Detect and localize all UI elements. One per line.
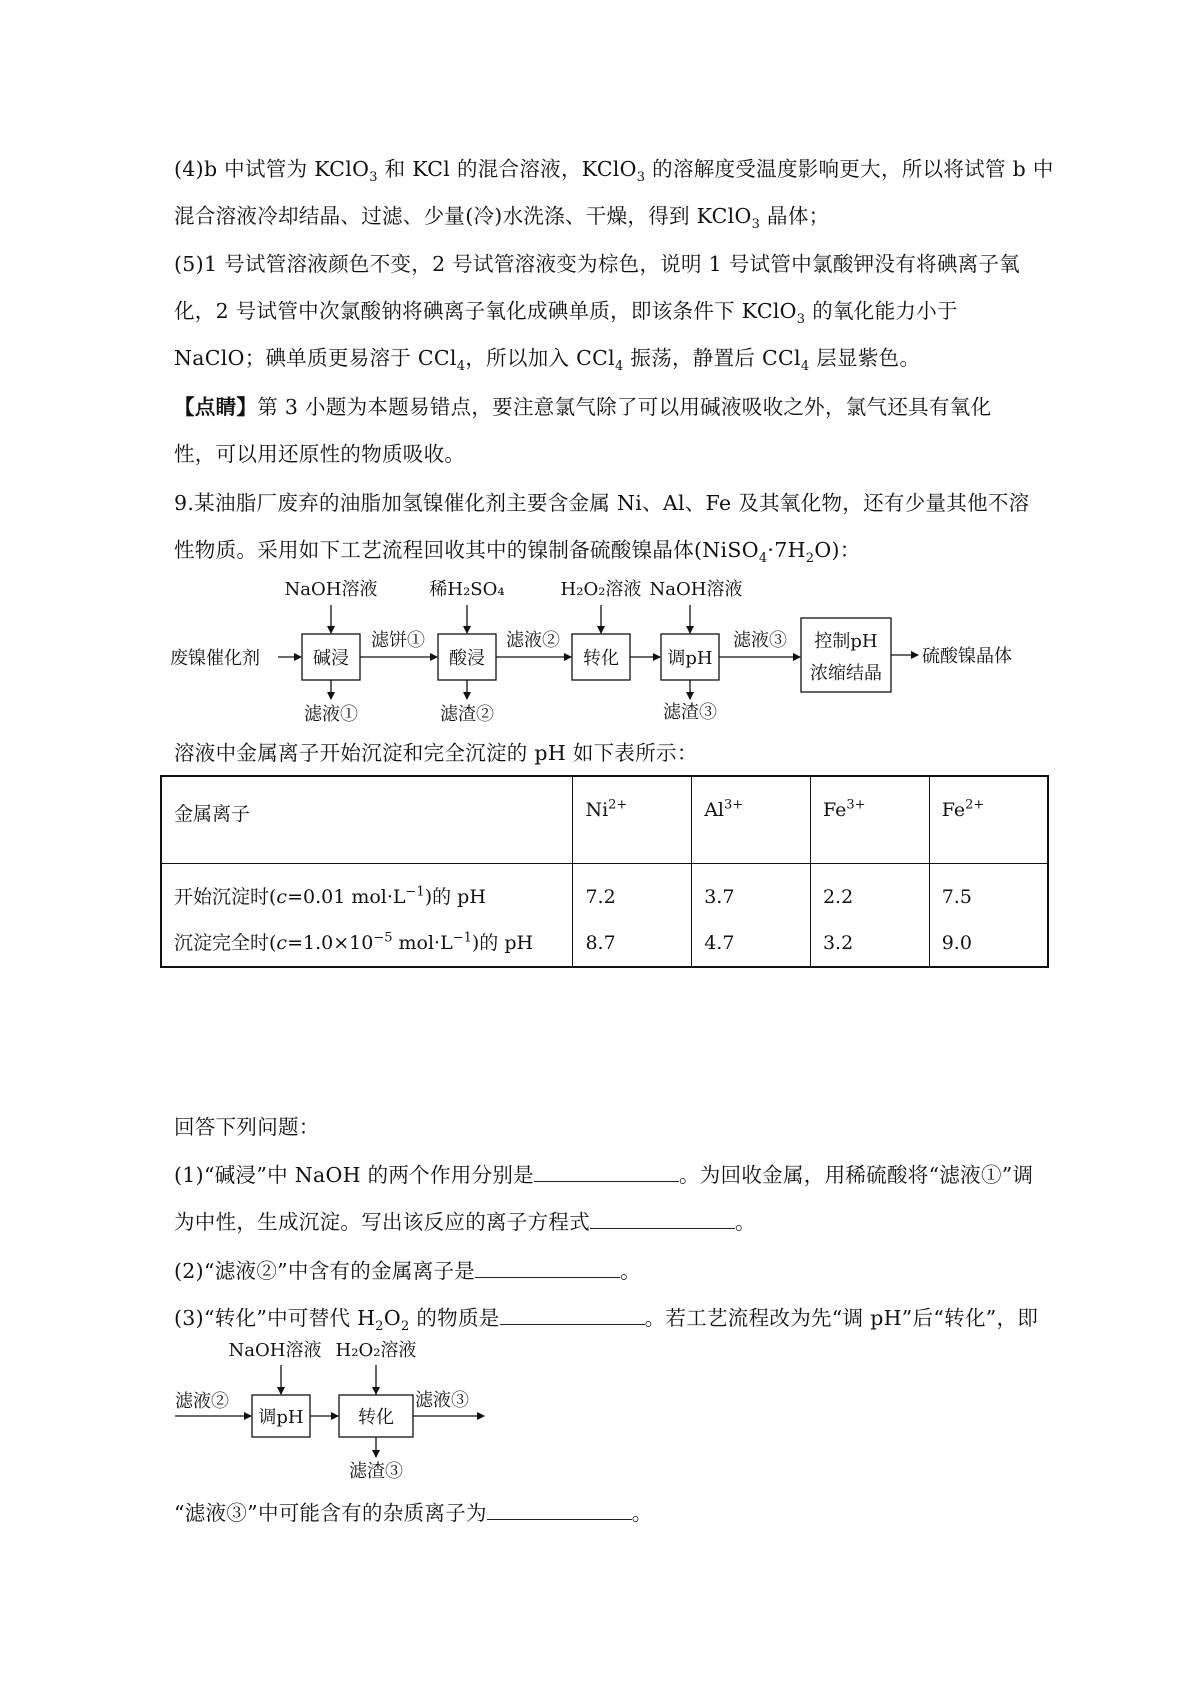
flow-product: 硫酸镍晶体 [922, 646, 1012, 667]
flow2-output-residue-3: 滤渣③ [349, 1461, 403, 1482]
flow-input: 废镍催化剂 [170, 648, 260, 669]
col-fe2 [929, 864, 1048, 968]
question-9-line-2: 性物质。采用如下工艺流程回收其中的镍制备硫酸镍晶体$(NiSO_4\cdot 7H_2O)$： [174, 538, 861, 567]
cell-al-start: 3.7 [704, 886, 735, 908]
answer-blank-4[interactable] [500, 1304, 645, 1325]
reagent-h2o2: H₂O₂溶液 [560, 579, 642, 600]
flow2-box-label-adjust-ph: 调pH [258, 1407, 304, 1428]
flow2-reagent-h2o2: H₂O₂溶液 [335, 1340, 417, 1361]
row-label-complete: 沉淀完全时($c=1.0\times 10^{-5}$ $mol\cdot L^{-1}$)的 pH [174, 930, 534, 954]
box-label-conversion: 转化 [583, 648, 619, 669]
sub-question-3: (3)“转化”中可替代 $H_2O_2$ 的物质是 。若工艺流程改为先“调 pH”后“转化”，即 [174, 1306, 1039, 1335]
answer-5-line-2: 化，2 号试管中次氯酸钠将碘离子氧化成碘单质，即该条件下 KClO$_3$ 的氧化能力小于 [174, 299, 958, 328]
header-ni: $Ni^{2+}$ [573, 776, 692, 864]
output-residue-2: 滤渣② [440, 704, 494, 725]
box-label-concentrate: 浓缩结晶 [810, 663, 882, 684]
box-label-adjust-ph: 调pH [667, 648, 713, 669]
note-line-2: 性，可以用还原性的物质吸收。 [174, 442, 466, 466]
answer-blank-3[interactable] [475, 1257, 620, 1278]
link-filtrate-2: 滤液② [506, 630, 560, 651]
table-intro: 溶液中金属离子开始沉淀和完全沉淀的 pH 如下表所示： [174, 741, 698, 765]
header-metal-ion: 金属离子 [161, 776, 573, 864]
flow2-output-filtrate-3: 滤液③ [415, 1390, 469, 1411]
sub-question-1-line-1: (1)“碱浸”中 NaOH 的两个作用分别是 。为回收金属，用稀硫酸将“滤液①”调 [174, 1163, 1034, 1187]
answer-5-line-1: (5)1 号试管溶液颜色不变，2 号试管溶液变为棕色，说明 1 号试管中氯酸钾没有将碘离子氧 [174, 252, 1021, 276]
header-fe3: $Fe^{3+}$ [810, 776, 929, 864]
box-label-acid-leach: 酸浸 [449, 648, 485, 669]
answer-intro: 回答下列问题： [174, 1115, 320, 1139]
cell-ni-start: 7.2 [585, 886, 616, 908]
reagent-dilute-h2so4: 稀H₂SO₄ [429, 579, 505, 600]
cell-fe2-complete: 9.0 [941, 932, 972, 954]
cell-ni-complete: 8.7 [585, 932, 616, 954]
flow2-input: 滤液② [175, 1391, 229, 1412]
table-header-row [161, 776, 1048, 864]
header-fe2: $Fe^{2+}$ [929, 776, 1048, 864]
question-9-line-1: 9.某油脂厂废弃的油脂加氢镍催化剂主要含金属 Ni、Al、Fe 及其氧化物，还有少量其他不溶 [174, 491, 1030, 515]
reagent-naoh: NaOH溶液 [284, 579, 378, 600]
table-row [161, 864, 1048, 968]
output-residue-3: 滤渣③ [663, 702, 717, 723]
cell-al-complete: 4.7 [704, 932, 735, 954]
answer-blank-2[interactable] [590, 1208, 735, 1229]
answer-5-line-3: NaClO；碘单质更易溶于 CCl$_4$，所以加入 CCl$_4$ 振荡，静置后 CCl$_4$ 层显紫色。 [174, 346, 921, 375]
answer-blank-5[interactable] [487, 1499, 632, 1520]
link-filter-cake-1: 滤饼① [371, 630, 425, 651]
sub-question-2: (2)“滤液②”中含有的金属离子是 。 [174, 1259, 641, 1283]
answer-blank-1[interactable] [534, 1161, 679, 1182]
sub-question-3-final: “滤液③”中可能含有的杂质离子为 。 [174, 1501, 653, 1525]
flow2-reagent-naoh: NaOH溶液 [228, 1340, 322, 1361]
alt-process-flow-diagram [0, 1340, 1200, 1482]
row-label-start: 开始沉淀时(c=0.01 $mol\cdot L^{-1}$)的 pH [174, 884, 486, 908]
note-line-1: 【点睛】第 3 小题为本题易错点，要注意氯气除了可以用碱液吸收之外，氯气还具有氧化 [174, 395, 992, 419]
cell-fe3-start: 2.2 [822, 886, 854, 908]
col-fe3 [810, 864, 929, 968]
ph-table [160, 775, 1049, 968]
header-al: $Al^{3+}$ [692, 776, 811, 864]
sub-question-1-line-2: 为中性，生成沉淀。写出该反应的离子方程式 。 [174, 1210, 756, 1234]
col-ni [573, 864, 692, 968]
note-label: 【点睛】 [174, 395, 258, 419]
box-label-alkali-leach: 碱浸 [313, 648, 349, 669]
link-filtrate-3: 滤液③ [733, 630, 787, 651]
answer-4-line-2: 混合溶液冷却结晶、过滤、少量(冷)水洗涤、干燥，得到 KClO$_3$ 晶体； [174, 204, 830, 233]
cell-fe3-complete: 3.2 [822, 932, 854, 954]
cell-fe2-start: 7.5 [941, 886, 972, 908]
col-al [692, 864, 811, 968]
flow2-box-label-conversion: 转化 [358, 1407, 394, 1428]
row-labels [161, 864, 573, 968]
process-flow-diagram [0, 575, 1200, 725]
box-label-control-ph: 控制pH [814, 631, 878, 652]
reagent-naoh-2: NaOH溶液 [649, 579, 743, 600]
answer-4-line-1: (4)b 中试管为 KClO$_3$ 和 KCl 的混合溶液，KClO$_3$ 的溶解度受温度影响更大，所以将试管 b 中 [174, 157, 1054, 186]
output-filtrate-1: 滤液① [304, 704, 358, 725]
